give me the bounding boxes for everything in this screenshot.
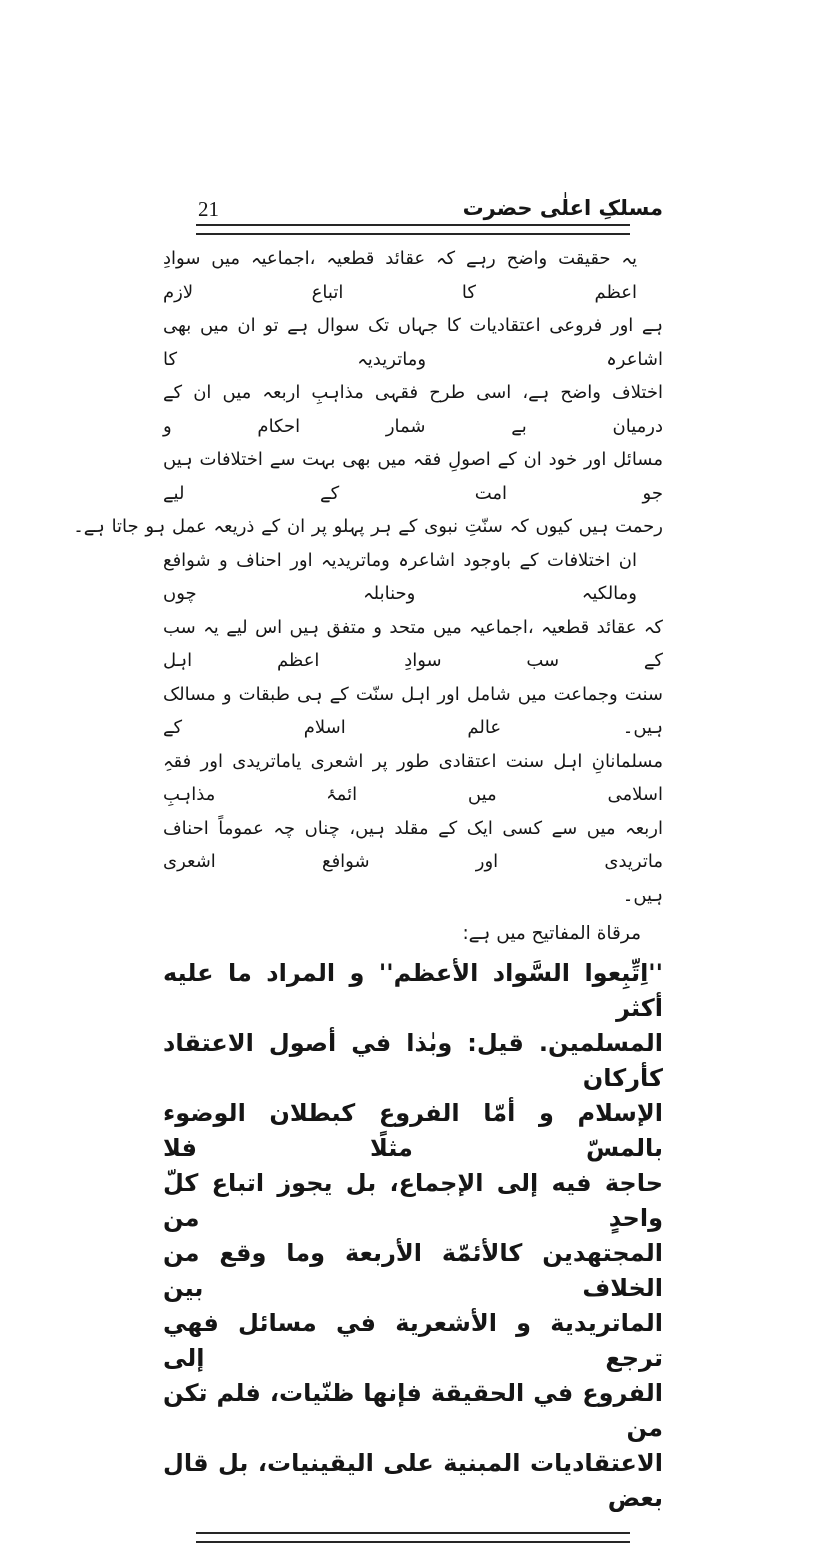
book-page <box>73 0 663 1543</box>
text-line: ہیں۔ <box>622 884 663 906</box>
urdu-paragraph-2 <box>163 544 663 913</box>
text-line: ان اختلافات کے باوجود اشاعرہ وماتریدیہ اور احناف و شوافع ومالکیہ وحنابلہ چوں <box>163 549 637 604</box>
text-line: اربعہ میں سے کسی ایک کے مقلد ہیں، چناں چہ عموماً احناف ماتریدی اور شوافع اشعری <box>163 817 663 872</box>
arabic-line: الإسلام و أمّا الفروع كبطلان الوضوء بالمسّ مثلًا فلا <box>163 1099 663 1162</box>
arabic-line: ''اِتِّبِعوا السَّواد الأعظم'' و المراد ما علیه أكثر <box>163 959 663 1022</box>
text-line: یہ حقیقت واضح رہے کہ عقائد قطعیہ ،اجماعیہ میں سوادِ اعظم کا اتباع لازم <box>163 248 637 303</box>
arabic-line: الماتریدیة و الأشعریة في مسائل فهي ترجع إلى <box>163 1309 663 1372</box>
page-header <box>163 180 663 222</box>
arabic-quote-block <box>163 956 663 1516</box>
arabic-line: المجتهدین كالأئمّة الأربعة وما وقع من الخلاف بین <box>163 1239 663 1302</box>
source-intro: مرقاة المفاتیح میں ہے: <box>462 923 641 944</box>
text-line: مسائل اور خود ان کے اصولِ فقہ میں بھی بہت سے اختلافات ہیں جو امت کے لیے <box>163 449 663 504</box>
arabic-line: المسلمین. قیل: وبٰذا في أصول الاعتقاد كأركان <box>163 1029 663 1092</box>
urdu-paragraph-1 <box>73 242 663 544</box>
text-line: رحمت ہیں کیوں کہ سنّتِ نبوی کے ہر پہلو پر ان کے ذریعہ عمل ہو جاتا ہے۔ <box>73 516 663 537</box>
text-line: کہ عقائد قطعیہ ،اجماعیہ میں متحد و متفق ہیں اس لیے یہ سب کے سب سوادِ اعظم اہل <box>163 616 663 671</box>
arabic-line: حاجة فیه إلى الإجماع، بل یجوز اتباع كلّ واحدٍ من <box>163 1169 663 1232</box>
text-line: ہے اور فروعی اعتقادیات کا جہاں تک سوال ہے تو ان میں بھی اشاعرہ وماتریدیہ کا <box>163 315 663 370</box>
arabic-line: الاعتقادیات المبنیة على الیقینیات، بل قال بعض <box>163 1449 663 1512</box>
text-line: سنت وجماعت میں شامل اور اہل سنّت کے ہی طبقات و مسالک ہیں۔ عالم اسلام کے <box>163 683 663 738</box>
header-rule <box>196 224 630 235</box>
book-title: مسلکِ اعلٰی حضرت <box>462 195 663 220</box>
page-number: 21 <box>198 197 219 221</box>
footer-rule <box>196 1532 630 1543</box>
text-line: اختلاف واضح ہے، اسی طرح فقہی مذاہبِ اربعہ میں ان کے درمیان بے شمار احکام و <box>163 382 663 437</box>
arabic-line: الفروع في الحقیقة فإنها ظنّیات، فلم تكن من <box>163 1379 663 1442</box>
text-line: مسلمانانِ اہل سنت اعتقادی طور پر اشعری یاماتریدی اور فقہِ اسلامی میں ائمۂ مذاہبِ <box>163 750 663 805</box>
